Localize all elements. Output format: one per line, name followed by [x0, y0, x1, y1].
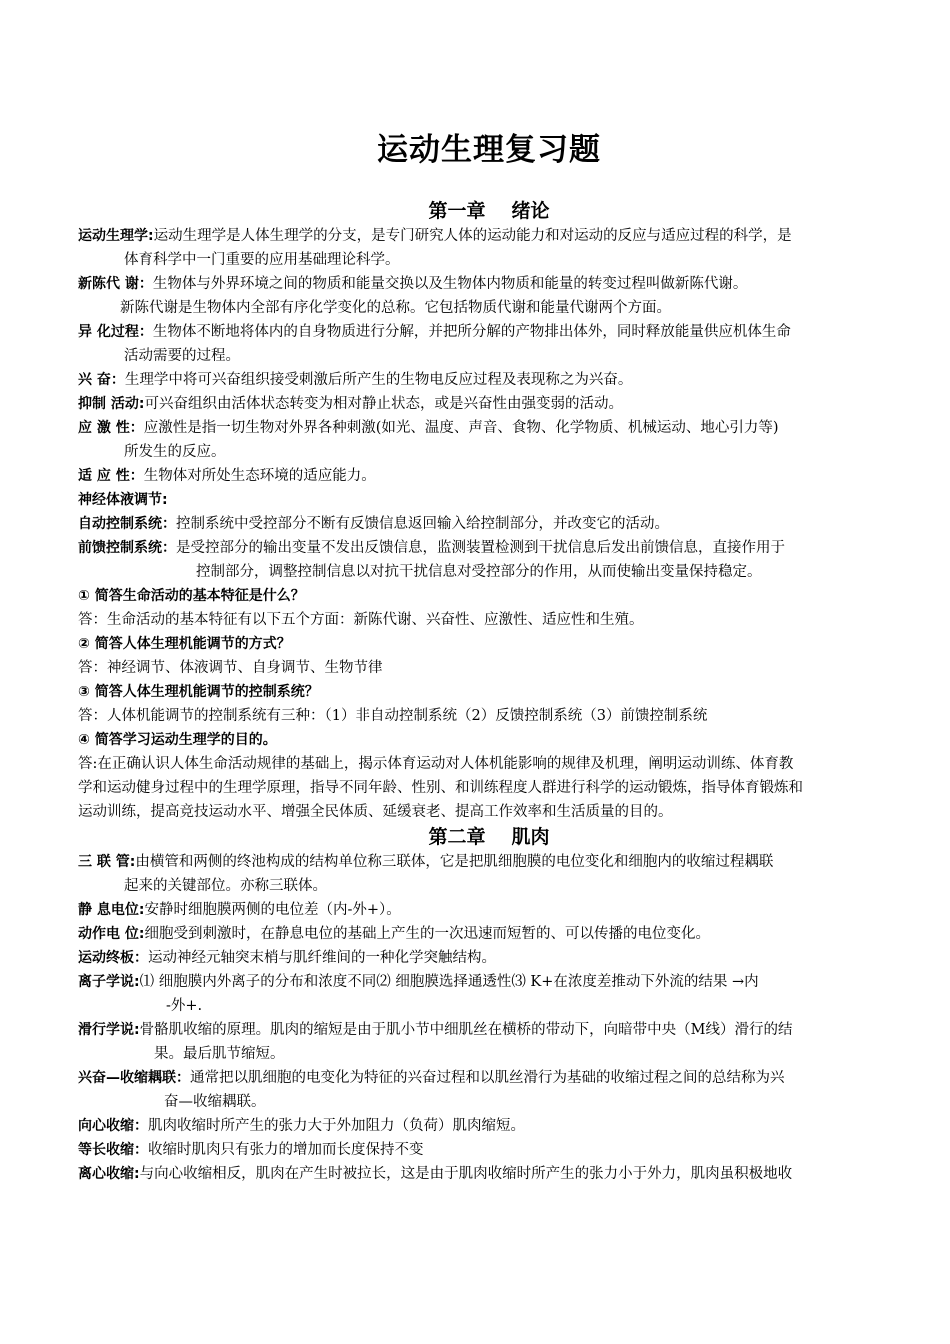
answer-line: 运动训练，提高竞技运动水平、增强全民体质、延缓衰老、提高工作效率和生活质量的目的。 [78, 804, 673, 820]
question: ④ 简答学习运动生理学的目的。 [78, 732, 277, 748]
definition-entry [78, 898, 900, 922]
definition-text-line: 生物体不断地将体内的自身物质进行分解，并把所分解的产物排出体外，同时释放能量供应机体生命 [152, 324, 791, 340]
definition-entry [78, 368, 900, 392]
term-separator: ： [129, 420, 144, 436]
answer-line: 答：生命活动的基本特征有以下五个方面：新陈代谢、兴奋性、应激性、适应性和生殖。 [78, 612, 644, 628]
definition-text-line: 奋—收缩耦联。 [164, 1094, 266, 1110]
definition-text-line: 是受控部分的输出变量不发出反馈信息，监测装置检测到干扰信息后发出前馈信息，直接作用于 [176, 540, 785, 556]
definition-entry [78, 416, 900, 464]
definition-entry [78, 272, 900, 296]
term-separator: : [148, 228, 154, 244]
definition-entry [78, 224, 900, 272]
term-keyword: 神经体液调节 [78, 492, 162, 508]
definition-text-line: 骨骼肌收缩的原理。肌肉的缩短是由于肌小节中细肌丝在横桥的带动下，向暗带中央（M线）滑行的结 [139, 1022, 793, 1038]
definition-text-line: 生理学中将可兴奋组织接受刺激后所产生的生物电反应过程及表现称之为兴奋。 [124, 372, 633, 388]
term-separator: ： [176, 1070, 190, 1086]
definition-entry [78, 320, 900, 368]
term-separator: ： [134, 1118, 148, 1134]
term-separator: ： [129, 468, 144, 484]
definition-entry [78, 512, 900, 536]
question: ② 简答人体生理机能调节的方式？ [78, 636, 291, 652]
answer-line: 答：神经调节、体液调节、自身调节、生物节律 [78, 660, 383, 676]
term-separator: : [129, 854, 136, 870]
definition-entry [78, 1018, 900, 1066]
chapter-2-heading [78, 824, 900, 850]
term-separator: : [134, 1022, 140, 1038]
term-separator: : [134, 1166, 140, 1182]
term-separator: ： [162, 516, 176, 532]
term-keyword: 静 息电位 [78, 902, 139, 918]
question: ① 简答生命活动的基本特征是什么？ [78, 588, 305, 604]
term-keyword: 自动控制系统 [78, 516, 162, 532]
definition-text-line: 生物体与外界环境之间的物质和能量交换以及生物体内物质和能量的转变过程叫做新陈代谢。 [152, 276, 748, 292]
term-keyword: 应 激 性 [78, 420, 130, 436]
answer-line: 学和运动健身过程中的生理学原理，指导不同年龄、性别、和训练程度人群进行科学的运动锻炼，指导体育锻炼和 [78, 780, 803, 796]
chapter-name: 肌肉 [511, 826, 550, 848]
document-title: 运动生理复习题 [377, 132, 601, 168]
chapter-1-definitions [78, 224, 900, 584]
definition-entry [78, 850, 900, 898]
answer-line: 答:在正确认识人体生命活动规律的基础上，揭示体育运动对人体机能影响的规律及机理，阐明运动训练、体育教 [78, 756, 794, 772]
definition-text-line: 细胞受到刺激时，在静息电位的基础上产生的一次迅速而短暂的、可以传播的电位变化。 [144, 926, 710, 942]
answer [78, 608, 900, 632]
definition-text-line: 应激性是指一切生物对外界各种刺激(如光、温度、声音、食物、化学物质、机械运动、地心引力等) [143, 420, 779, 436]
term-separator: : [134, 974, 140, 990]
definition-entry [78, 922, 900, 946]
definition-text-line: 运动神经元轴突末梢与肌纤维间的一种化学突触结构。 [148, 950, 496, 966]
definition-text-line: 安静时细胞膜两侧的电位差（内-外+）。 [144, 902, 401, 918]
definition-entry [78, 1066, 900, 1114]
definition-text-line: 生物体对所处生态环境的适应能力。 [143, 468, 376, 484]
term-separator: : [138, 396, 145, 412]
answer [78, 752, 900, 824]
definition-text-line: 与向心收缩相反，肌肉在产生时被拉长，这是由于肌肉收缩时所产生的张力小于外力，肌肉虽积极地收 [139, 1166, 793, 1182]
definition-text-line: 肌肉收缩时所产生的张力大于外加阻力（负荷）肌肉缩短。 [148, 1118, 525, 1134]
definition-entry [78, 946, 900, 970]
term-keyword: 兴奋—收缩耦联 [78, 1070, 176, 1086]
definition-text-line: 控制系统中受控部分不断有反馈信息返回输入给控制部分，并改变它的活动。 [176, 516, 669, 532]
definition-text-line: 新陈代谢是生物体内全部有序化学变化的总称。它包括物质代谢和能量代谢两个方面。 [120, 300, 671, 316]
term-keyword: 等长收缩 [78, 1142, 134, 1158]
answer [78, 656, 900, 680]
chapter-number: 第一章 [428, 200, 486, 222]
term-separator: ： [134, 1142, 148, 1158]
answer [78, 704, 900, 728]
definition-entry [78, 970, 900, 1018]
term-separator: ： [110, 372, 125, 388]
definition-text-line: 体育科学中一门重要的应用基础理论科学。 [124, 252, 400, 268]
term-keyword: 运动终板 [78, 950, 134, 966]
term-keyword: 离心收缩 [78, 1166, 134, 1182]
definition-text-line: 控制部分，调整控制信息以对抗干扰信息对受控部分的作用，从而使输出变量保持稳定。 [196, 564, 762, 580]
answer-line: 答：人体机能调节的控制系统有三种：（1）非自动控制系统（2）反馈控制系统（3）前馈控制系统 [78, 708, 708, 724]
chapter-name: 绪论 [511, 200, 550, 222]
definition-text-line: 可兴奋组织由活体状态转变为相对静止状态，或是兴奋性由强变弱的活动。 [144, 396, 623, 412]
definition-text-line: 活动需要的过程。 [124, 348, 240, 364]
definition-entry [78, 1138, 900, 1162]
definition-entry [78, 488, 900, 512]
chapter-1-heading [78, 198, 900, 224]
term-separator: ： [138, 276, 153, 292]
definition-entry [78, 464, 900, 488]
definition-text-line: -外+. [166, 998, 203, 1014]
term-separator: ： [134, 950, 148, 966]
term-keyword: 动作电 位 [78, 926, 139, 942]
term-keyword: 异 化过程 [78, 324, 139, 340]
chapter-1-questions [78, 584, 900, 824]
definition-text-line: 起来的关键部位。亦称三联体。 [124, 878, 327, 894]
term-keyword: 运动生理学 [78, 228, 148, 244]
chapter-2-definitions [78, 850, 900, 1186]
definition-text-line: 收缩时肌肉只有张力的增加而长度保持不变 [148, 1142, 424, 1158]
term-keyword: 离子学说 [78, 974, 134, 990]
definition-text-line: 由横管和两侧的终池构成的结构单位称三联体，它是把肌细胞膜的电位变化和细胞内的收缩过程耦联 [135, 854, 774, 870]
definition-text-line: ⑴ 细胞膜内外离子的分布和浓度不同⑵ 细胞膜选择通透性⑶ K+在浓度差推动下外流的结果 →内 [139, 974, 759, 990]
definition-entry [78, 536, 900, 584]
definition-text-line: 通常把以肌细胞的电变化为特征的兴奋过程和以肌丝滑行为基础的收缩过程之间的总结称为兴 [190, 1070, 785, 1086]
question: ③ 简答人体生理机能调节的控制系统？ [78, 684, 319, 700]
term-keyword: 兴 奋 [78, 372, 111, 388]
term-keyword: 新陈代 谢 [78, 276, 139, 292]
definition-text-line: 果。最后肌节缩短。 [154, 1046, 285, 1062]
term-separator: ： [138, 324, 153, 340]
term-separator: : [162, 492, 168, 508]
definition-entry [78, 1162, 900, 1186]
definition-entry [78, 392, 900, 416]
term-keyword: 抑制 活动 [78, 396, 139, 412]
chapter-number: 第二章 [428, 826, 486, 848]
definition-entry [78, 1114, 900, 1138]
term-keyword: 前馈控制系统 [78, 540, 162, 556]
term-separator: : [138, 902, 145, 918]
term-separator: ： [162, 540, 176, 556]
definition-entry [78, 296, 900, 320]
term-separator: : [138, 926, 145, 942]
term-keyword: 三 联 管 [78, 854, 130, 870]
term-keyword: 适 应 性 [78, 468, 130, 484]
term-keyword: 滑行学说 [78, 1022, 134, 1038]
term-keyword: 向心收缩 [78, 1118, 134, 1134]
definition-text-line: 运动生理学是人体生理学的分支，是专门研究人体的运动能力和对运动的反应与适应过程的科学，是 [153, 228, 792, 244]
definition-text-line: 所发生的反应。 [124, 444, 226, 460]
